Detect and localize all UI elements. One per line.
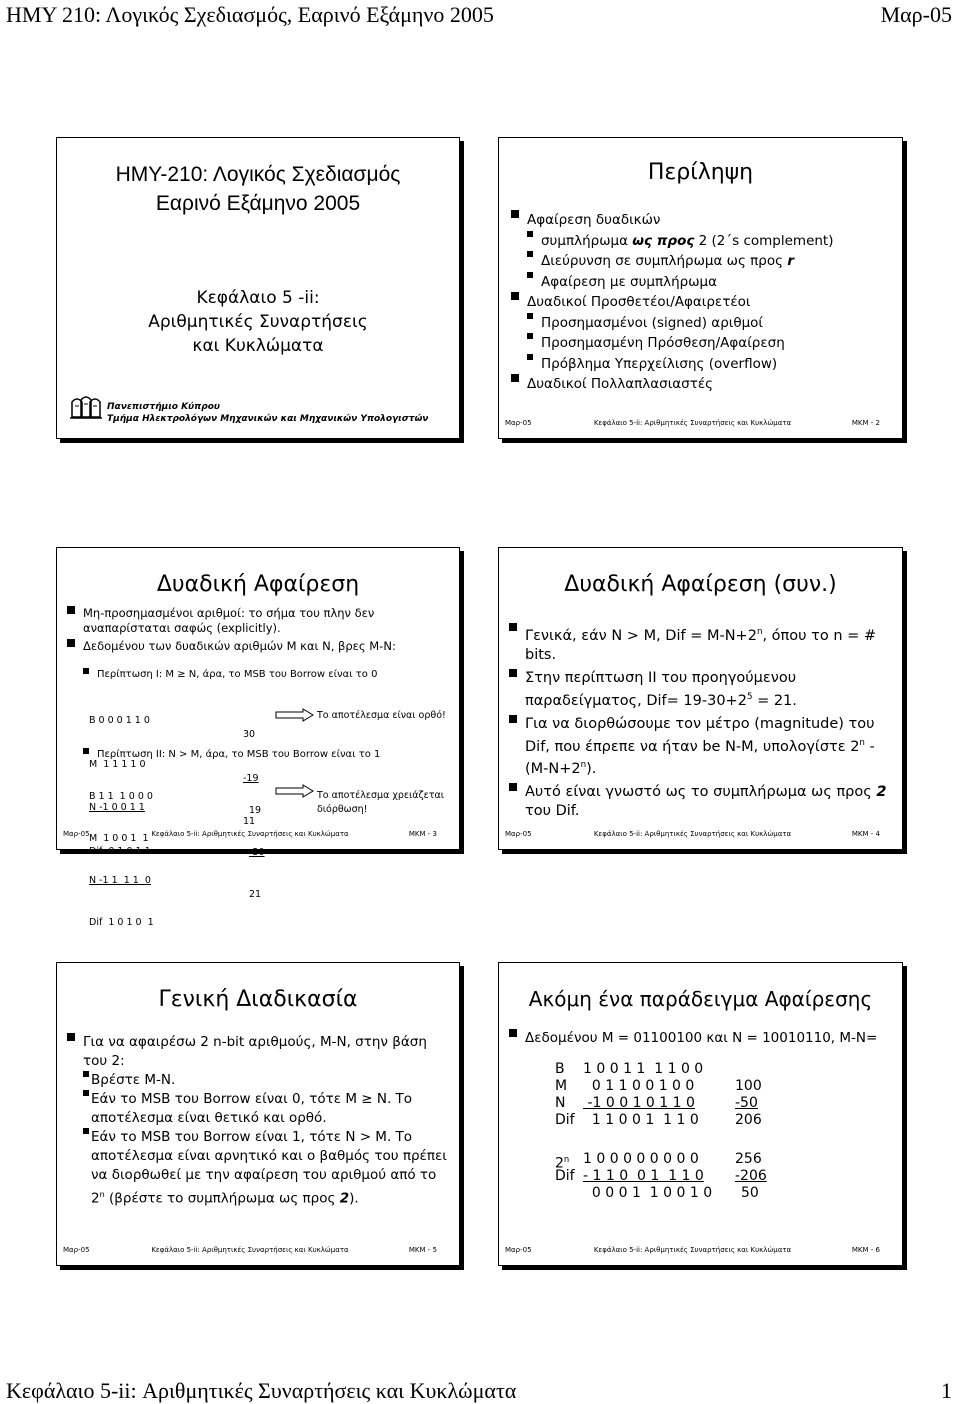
value-n: -19: [243, 772, 259, 784]
case-2-bits: [89, 762, 154, 958]
item-text: Περίπτωση I: M ≥ N, άρα, το MSB του Borrow είναι το 0: [97, 669, 378, 680]
case-1-result: Το αποτέλεσμα είναι ορθό!: [317, 710, 446, 721]
item-text-rest: του Dif.: [525, 803, 580, 820]
item-text: Μη-προσημασμένοι αριθμοί: το σήμα του πλην δεν αναπαρίσταται σαφώς (explicitly).: [83, 606, 375, 635]
minuend-row: M 1 1 1 1 0: [89, 758, 146, 770]
slide-5: [56, 962, 460, 1266]
value-m: 30: [243, 729, 256, 740]
item-emphasis: 2: [339, 1190, 350, 1207]
slide-2: [498, 137, 903, 439]
slide-4: [498, 547, 903, 850]
list-item: [65, 668, 451, 681]
item-text: Περίπτωση II: N > M, άρα, το MSB του Borrow είναι το 1: [97, 749, 381, 760]
item-text-rest: = 21.: [752, 692, 797, 709]
item-text-rest: (βρέστε το συμπλήρωμα ως προς: [104, 1190, 340, 1207]
list-item: [65, 748, 451, 761]
footer-chapter: Κεφάλαιο 5-ii: Αριθμητικές Συναρτήσεις και Κυκλώματα: [151, 830, 349, 838]
list-item: [509, 354, 894, 375]
item-text: Προσημασμένοι (signed) αριθμοί: [541, 314, 764, 331]
list-item: [65, 639, 451, 654]
slide-title: Δυαδική Αφαίρεση (συν.): [564, 572, 837, 597]
borrow-row: B 0 0 0 1 1 0: [89, 715, 150, 726]
slide-footer: [505, 830, 880, 840]
summary-list: [509, 210, 894, 395]
row-bits: 0 0 0 1 1 0 0 1 0: [583, 1185, 713, 1201]
slide-6: [498, 962, 903, 1266]
table-row: [555, 1095, 785, 1112]
item-text: Εάν το MSB του Borrow είναι 1, τότε N > M. Το αποτέλεσμα είναι αρνητικό και ο βαθμός του πρέπει να διορθωθεί με την αφαίρεση του αριθμού από το 2: [91, 1129, 447, 1207]
row-bits: 1 0 0 1 1 1 1 0 0: [583, 1061, 704, 1077]
arrow-right-icon: [275, 784, 315, 798]
item-text-rest: , όπου το n = # bits.: [525, 627, 877, 663]
content-list: [507, 623, 894, 821]
item-text-rest: 2 (2΄s complement): [694, 232, 834, 249]
item-text: συμπλήρωμα: [541, 232, 633, 249]
footer-page-number: ΜΚΜ - 2: [851, 419, 880, 427]
subtitle-line-2: Αριθμητικές Συναρτήσεις: [148, 312, 368, 332]
list-item: [507, 669, 894, 711]
result-line-2: διόρθωση!: [317, 804, 368, 815]
table-row: [555, 1168, 795, 1185]
item-text: Δεδομένου των δυαδικών αριθμών M και N, βρες M-N:: [83, 639, 396, 653]
result-line-1: Το αποτέλεσμα χρειάζεται: [317, 790, 445, 801]
slide-footer: [505, 419, 880, 429]
slide-title: Γενική Διαδικασία: [158, 987, 358, 1012]
table-row: [555, 1061, 785, 1078]
list-item: [509, 333, 894, 354]
value-dif: 11: [243, 816, 256, 827]
row-bits: -1 0 0 1 0 1 1 0: [583, 1095, 695, 1111]
footer-date: Μαρ-05: [63, 1246, 90, 1254]
footer-chapter: Κεφάλαιο 5-ii: Αριθμητικές Συναρτήσεις και Κυκλώματα: [593, 419, 792, 427]
list-item: [507, 1029, 896, 1047]
item-text: Για να αφαιρέσω 2 n-bit αριθμούς, M-N, στην βάση του 2:: [83, 1034, 427, 1069]
subtitle-line-3: και Κυκλώματα: [192, 336, 324, 356]
page-header-date: Μαρ-05: [880, 2, 952, 27]
slide-title: Ακόμη ένα παράδειγμα Αφαίρεσης: [528, 987, 873, 1011]
case-2: [65, 748, 451, 761]
row-label: Dif: [555, 1112, 575, 1128]
row-bits: 0 1 1 0 0 1 0 0: [583, 1078, 695, 1094]
item-text: Γενικά, εάν N > M, Dif = M-N+2: [525, 627, 757, 644]
item-text: Πρόβλημα Υπερχείλισης (overflow): [541, 355, 778, 372]
table-row: [555, 1078, 785, 1095]
list-item: [509, 210, 894, 231]
list-item: [65, 1071, 451, 1090]
row-label: M: [555, 1078, 568, 1094]
list-item: [65, 1033, 451, 1071]
footer-page-number: ΜΚΜ - 6: [851, 1246, 880, 1254]
footer-chapter: Κεφάλαιο 5-ii: Αριθμητικές Συναρτήσεις και Κυκλώματα: [593, 830, 792, 838]
department-name: Τμήμα Ηλεκτρολόγων Μηχανικών και Μηχανικών Υπολογιστών: [107, 414, 429, 424]
title-line-1: ΗΜΥ-210: Λογικός Σχεδιασμός: [115, 163, 401, 186]
page-footer-chapter: Κεφάλαιο 5-ii: Αριθμητικές Συναρτήσεις και Κυκλώματα: [6, 1378, 517, 1403]
superscript: n: [580, 760, 587, 771]
value-n: -30: [249, 847, 265, 858]
item-emphasis: ως προς: [632, 232, 695, 249]
subtitle-line-1: Κεφάλαιο 5 -ii:: [196, 288, 320, 308]
footer-date: Μαρ-05: [505, 419, 532, 427]
borrow-row: B 1 1 1 0 0 0: [89, 791, 153, 802]
page-header-title: ΗΜΥ 210: Λογικός Σχεδιασμός, Εαρινό Εξάμηνο 2005: [6, 2, 494, 27]
footer-page-number: ΜΚΜ - 3: [408, 830, 437, 838]
item-text: Διεύρυνση σε συμπλήρωμα ως προς: [541, 253, 788, 269]
subtrahend-row: N -1 0 0 1 1: [89, 802, 145, 813]
list-item: [507, 623, 894, 665]
page-number: 1: [941, 1378, 952, 1403]
footer-date: Μαρ-05: [63, 830, 90, 838]
item-text: Αφαίρεση με συμπλήρωμα: [541, 273, 718, 290]
case-1: [65, 668, 451, 681]
slide-footer: [63, 1246, 437, 1256]
item-text: Αυτό είναι γνωστό ως το συμπλήρωμα ως προς: [525, 784, 877, 801]
table-row: [555, 1185, 795, 1202]
item-text: Βρέστε M-N.: [91, 1072, 176, 1088]
example-table-1: [555, 1061, 785, 1129]
item-text: Δεδομένου M = 01100100 και N = 10010110, M-N=: [525, 1030, 878, 1046]
row-bits: 1 0 0 0 0 0 0 0 0: [583, 1151, 699, 1167]
minuend-row: M 1 0 0 1 1: [89, 833, 149, 844]
university-logo-icon: [69, 394, 103, 420]
superscript: n: [859, 737, 865, 748]
row-label: N: [555, 1095, 566, 1111]
case-2-values: [249, 776, 265, 930]
row-value: 50: [741, 1185, 759, 1201]
list-item: [65, 1090, 451, 1128]
item-text: Για να διορθώσουμε τον μέτρο (magnitude) του Dif, που έπρεπε να ήταν be N-M, υπολογίστε 2: [525, 715, 875, 755]
value-m: 19: [249, 805, 262, 816]
slide-title: [57, 160, 459, 218]
row-bits: - 1 1 0 0 1 1 1 0: [583, 1168, 704, 1184]
footer-chapter: Κεφάλαιο 5-ii: Αριθμητικές Συναρτήσεις και Κυκλώματα: [593, 1246, 792, 1254]
row-value: -206: [735, 1168, 767, 1184]
item-emphasis: 2: [876, 784, 887, 801]
difference-row: Dif 1 0 1 0 1: [89, 917, 154, 928]
list-item: [509, 374, 894, 395]
row-value: 206: [735, 1112, 762, 1128]
item-text: Δυαδικοί Πολλαπλασιαστές: [527, 376, 714, 392]
table-row: [555, 1151, 795, 1172]
subtrahend-row: N -1 1 1 1 0: [89, 875, 151, 886]
item-text: Στην περίπτωση ΙΙ του προηγούμενου παραδείγματος, Dif= 19-30+2: [525, 669, 797, 709]
content-list: [65, 606, 451, 654]
value-dif: 21: [249, 889, 262, 900]
footer-date: Μαρ-05: [505, 830, 532, 838]
superscript: n: [756, 627, 763, 637]
content-list: [507, 1029, 896, 1047]
case-2-result: [317, 789, 444, 817]
content-list: [65, 1033, 451, 1209]
row-label: B: [555, 1061, 565, 1077]
difference-row: Dif 0 1 0 1 1: [89, 845, 151, 857]
item-text-rest: -(M-N+2: [525, 738, 875, 778]
list-item: [509, 292, 894, 313]
table-row: [555, 1112, 785, 1129]
item-text-end: ).: [349, 1190, 359, 1207]
footer-page-number: ΜΚΜ - 5: [408, 1246, 437, 1254]
list-item: [509, 313, 894, 334]
superscript: 5: [746, 691, 753, 702]
item-text: Προσημασμένη Πρόσθεση/Αφαίρεση: [541, 335, 785, 351]
list-item: [509, 231, 894, 252]
slide-subtitle: [57, 286, 459, 358]
list-item: [507, 715, 894, 780]
row-label: 2$^n$: [555, 1154, 570, 1172]
list-item: [509, 251, 894, 272]
title-line-2: Εαρινό Εξάμηνο 2005: [155, 192, 361, 215]
item-text: Εάν το MSB του Borrow είναι 0, τότε M ≥ N. Το αποτέλεσμα είναι θετικό και ορθό.: [91, 1091, 413, 1126]
row-bits: 1 1 0 0 1 1 1 0: [583, 1112, 699, 1128]
item-emphasis: r: [787, 253, 795, 269]
item-text: Αφαίρεση δυαδικών: [527, 212, 661, 228]
example-table-2: [555, 1151, 795, 1202]
list-item: [509, 272, 894, 293]
list-item: [65, 606, 451, 636]
list-item: [65, 1128, 451, 1209]
footer-date: Μαρ-05: [505, 1246, 532, 1254]
row-value: 100: [735, 1078, 762, 1094]
slide-title: Δυαδική Αφαίρεση: [156, 572, 360, 597]
superscript: n: [99, 1189, 105, 1199]
footer-chapter: Κεφάλαιο 5-ii: Αριθμητικές Συναρτήσεις και Κυκλώματα: [151, 1246, 349, 1254]
footer-page-number: ΜΚΜ - 4: [851, 830, 880, 838]
slide-3: [56, 547, 460, 928]
arrow-right-icon: [275, 708, 315, 722]
list-item: [507, 783, 894, 821]
slide-title: Περίληψη: [647, 160, 754, 185]
slide-footer: [505, 1246, 880, 1256]
university-name: Πανεπιστήμιο Κύπρου: [107, 402, 220, 412]
row-value: -50: [735, 1095, 758, 1111]
row-value: 256: [735, 1151, 762, 1167]
item-text-end: ).: [586, 761, 597, 778]
slide-footer: [63, 830, 437, 840]
slide-1: [56, 137, 460, 439]
item-text: Δυαδικοί Προσθετέοι/Αφαιρετέοι: [527, 294, 751, 310]
row-label: Dif: [555, 1168, 575, 1184]
